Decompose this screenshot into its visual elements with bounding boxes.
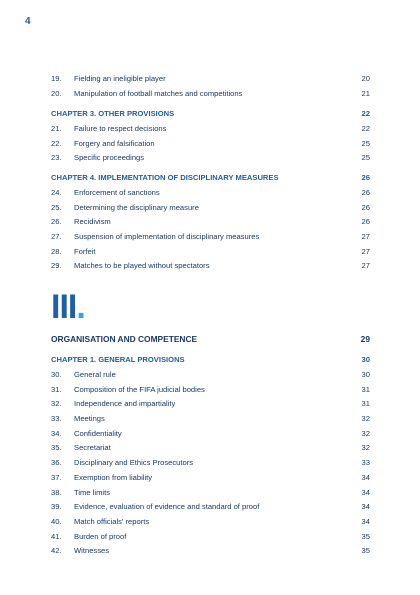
- toc-entry-num: 33.: [51, 414, 62, 424]
- toc-entry-num: 27.: [51, 232, 62, 242]
- toc-entry-title: Specific proceedings: [74, 153, 145, 163]
- toc-entry-num: 41.: [51, 531, 62, 541]
- toc-entry-title: Fielding an ineligible player: [74, 74, 166, 83]
- toc-entry-page: 35: [361, 546, 370, 556]
- toc-entry-num: 31.: [51, 384, 62, 394]
- toc-entry[interactable]: [51, 368, 370, 383]
- toc-entry-page: 26: [361, 202, 370, 212]
- toc-chapter-4[interactable]: [51, 171, 370, 186]
- chapter-title: CHAPTER 1. GENERAL PROVISIONS: [51, 355, 185, 364]
- toc-entry-num: 19.: [51, 74, 62, 83]
- toc-entry-page: 31: [361, 384, 370, 394]
- chapter-page: 22: [361, 109, 370, 118]
- toc-entry-title: Time limits: [74, 487, 110, 497]
- toc-entry-title: Suspension of implementation of disciplinary measures: [74, 232, 260, 242]
- toc-entry[interactable]: [51, 137, 370, 152]
- toc-entry-title: Witnesses: [74, 546, 110, 556]
- toc-entry-page: 34: [361, 502, 370, 512]
- roman-dot: .: [76, 288, 85, 326]
- toc-entry-title: Forgery and falsification: [74, 138, 155, 148]
- toc-entry-page: 34: [361, 487, 370, 497]
- toc-entry-num: 36.: [51, 458, 62, 468]
- toc-entry-title: Determining the disciplinary measure: [74, 202, 199, 212]
- toc-block-4: [51, 368, 370, 559]
- toc-block-3: [51, 186, 370, 274]
- toc-entry-num: 42.: [51, 546, 62, 556]
- toc-entry-num: 22.: [51, 138, 62, 148]
- toc-entry-num: 20.: [51, 88, 62, 98]
- toc-entry-page: 22: [361, 124, 370, 133]
- toc-entry[interactable]: [51, 412, 370, 427]
- toc-entry-num: 21.: [51, 124, 62, 133]
- toc-entry-num: 23.: [51, 153, 62, 163]
- toc-entry-title: Enforcement of sanctions: [74, 188, 160, 197]
- toc-entry[interactable]: [51, 486, 370, 501]
- toc-entry-page: 32: [361, 414, 370, 424]
- toc-entry[interactable]: [51, 456, 370, 471]
- toc-entry-page: 30: [361, 370, 370, 379]
- toc-entry-title: Disciplinary and Ethics Prosecutors: [74, 458, 194, 468]
- toc-entry-num: 26.: [51, 217, 62, 227]
- toc-entry-num: 40.: [51, 516, 62, 526]
- toc-entry-title: Evidence, evaluation of evidence and standard of proof: [74, 502, 260, 512]
- toc-entry-num: 35.: [51, 443, 62, 453]
- toc-entry-title: Matches to be played without spectators: [74, 261, 210, 271]
- toc-entry[interactable]: [51, 259, 370, 274]
- toc-entry-num: 29.: [51, 261, 62, 271]
- toc-entry-page: 34: [361, 516, 370, 526]
- toc-entry-title: Independence and impartiality: [74, 399, 176, 409]
- chapter-title: CHAPTER 3. OTHER PROVISIONS: [51, 109, 175, 118]
- toc-entry-page: 25: [361, 153, 370, 163]
- toc-entry[interactable]: [51, 230, 370, 245]
- toc-entry[interactable]: [51, 530, 370, 545]
- toc-entry[interactable]: [51, 544, 370, 559]
- page-number: 4: [25, 16, 31, 27]
- roman-text: III: [51, 288, 77, 326]
- toc-entry-num: 24.: [51, 188, 62, 197]
- toc-entry-title: Manipulation of football matches and competitions: [74, 88, 243, 98]
- toc-entry-title: Exemption from liability: [74, 472, 153, 482]
- toc-entry-num: 34.: [51, 428, 62, 438]
- toc-entry[interactable]: [51, 215, 370, 230]
- part-heading[interactable]: [51, 334, 370, 344]
- toc-entry[interactable]: [51, 515, 370, 530]
- toc-block-2: [51, 122, 370, 166]
- toc-entry[interactable]: [51, 87, 370, 102]
- toc-entry-title: Burden of proof: [74, 531, 127, 541]
- toc-entry-title: General rule: [74, 370, 116, 379]
- part-roman-numeral: [51, 290, 85, 324]
- toc-entry[interactable]: [51, 427, 370, 442]
- chapter-page: 26: [361, 173, 370, 182]
- toc-entry-title: Composition of the FIFA judicial bodies: [74, 384, 205, 394]
- toc-entry[interactable]: [51, 471, 370, 486]
- toc-entry-page: 26: [361, 217, 370, 227]
- toc-entry-title: Secretariat: [74, 443, 111, 453]
- chapter-title: CHAPTER 4. IMPLEMENTATION OF DISCIPLINARY MEASURES: [51, 173, 279, 182]
- toc-entry-page: 27: [361, 232, 370, 242]
- toc-entry-title: Match officials' reports: [74, 516, 150, 526]
- toc-block-1: [51, 72, 370, 101]
- toc-entry-num: 32.: [51, 399, 62, 409]
- toc-entry-title: Failure to respect decisions: [74, 124, 167, 133]
- part-page: 29: [360, 334, 370, 344]
- toc-entry-page: 27: [361, 246, 370, 256]
- toc-entry-num: 39.: [51, 502, 62, 512]
- toc-entry-title: Recidivism: [74, 217, 111, 227]
- toc-entry-page: 20: [361, 74, 370, 83]
- toc-entry[interactable]: [51, 72, 370, 87]
- part-title: ORGANISATION AND COMPETENCE: [51, 334, 198, 344]
- toc-chapter-1[interactable]: [51, 353, 370, 368]
- toc-entry-page: 26: [361, 188, 370, 197]
- toc-entry[interactable]: [51, 397, 370, 412]
- chapter-page: 30: [361, 355, 370, 364]
- toc-entry-num: 25.: [51, 202, 62, 212]
- toc-entry-page: 35: [361, 531, 370, 541]
- toc-entry[interactable]: [51, 383, 370, 398]
- toc-entry-page: 25: [361, 138, 370, 148]
- toc-entry-title: Meetings: [74, 414, 105, 424]
- toc-entry[interactable]: [51, 122, 370, 137]
- toc-entry-page: 32: [361, 428, 370, 438]
- toc-entry-page: 32: [361, 443, 370, 453]
- toc-entry-page: 31: [361, 399, 370, 409]
- toc-entry-title: Confidentiality: [74, 428, 122, 438]
- toc-entry-num: 28.: [51, 246, 62, 256]
- toc-entry-num: 38.: [51, 487, 62, 497]
- toc-entry-num: 37.: [51, 472, 62, 482]
- toc-entry-title: Forfeit: [74, 246, 96, 256]
- toc-entry[interactable]: [51, 245, 370, 260]
- toc-entry[interactable]: [51, 186, 370, 201]
- toc-entry-page: 27: [361, 261, 370, 271]
- toc-entry[interactable]: [51, 441, 370, 456]
- toc-entry-page: 33: [361, 458, 370, 468]
- toc-entry[interactable]: [51, 201, 370, 216]
- toc-chapter-3[interactable]: [51, 107, 370, 122]
- toc-entry[interactable]: [51, 151, 370, 166]
- toc-entry-page: 21: [361, 88, 370, 98]
- toc-entry-page: 34: [361, 472, 370, 482]
- toc-entry-num: 30.: [51, 370, 62, 379]
- toc-entry[interactable]: [51, 500, 370, 515]
